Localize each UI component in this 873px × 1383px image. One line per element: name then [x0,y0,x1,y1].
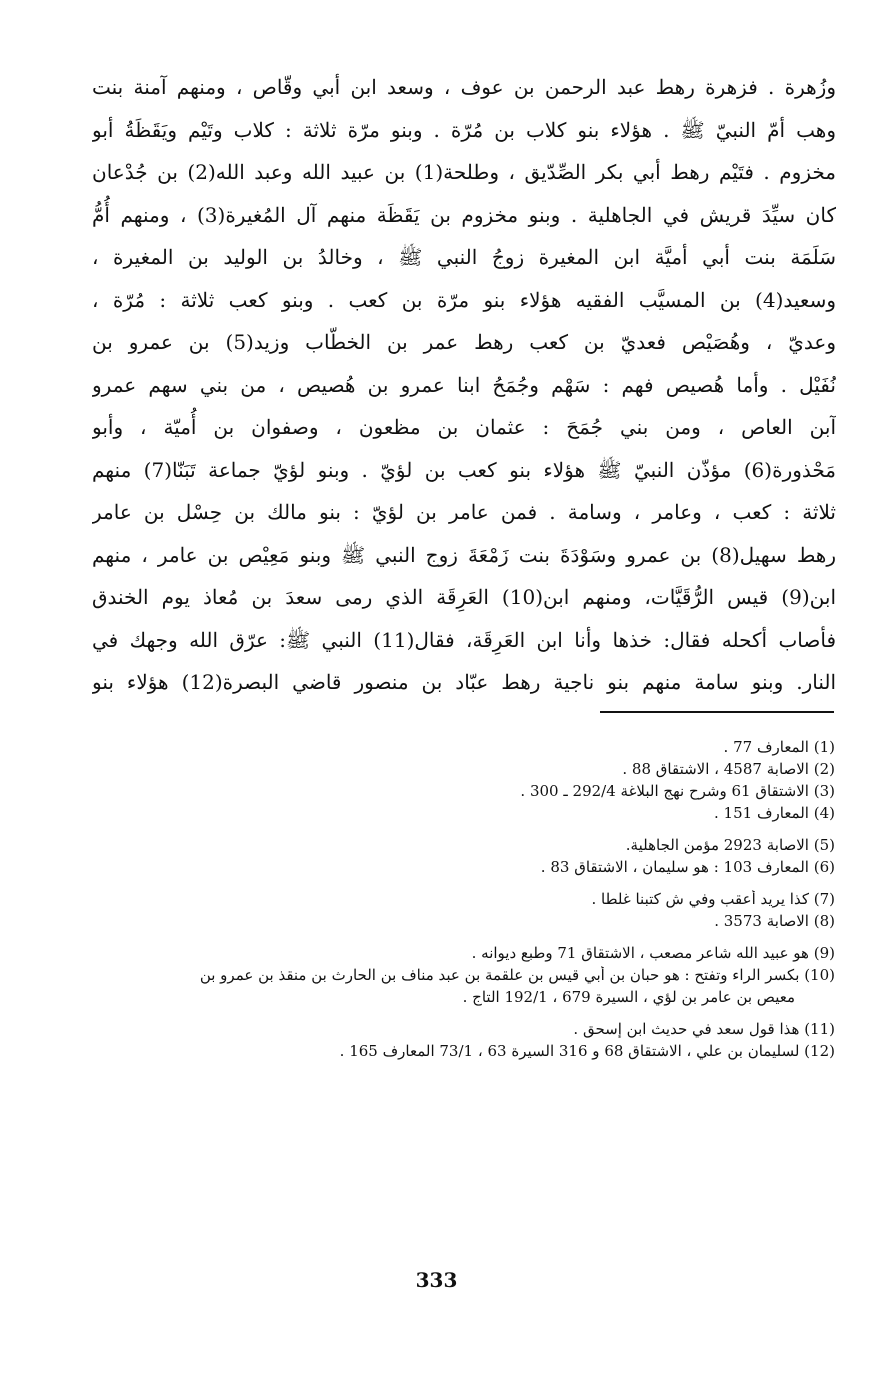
text-line: كان سيِّدَ قريش في الجاهلية . وبنو مخزوم بن يَقَظَة منهم آل المُغيرة(3) ، ومنهم أُمُّ [92,202,836,227]
text-line: آبن العاص ، ومن بني جُمَحَ : عثمان بن مظعون ، وصفوان بن أُميّة ، وأبو [92,415,836,439]
text-line: فأصاب أكحله فقال: خذها وأنا ابن العَرِقَة، فقال(11) النبي ﷺ: عرّق الله وجهك في [92,627,836,652]
footnote-7: (7) كذا يريد أعقب وفي ش كتبنا غلطا . [591,890,835,908]
footnotes [80,738,835,1060]
text-line: وعديّ ، وهُصَيْص فعديّ بن كعب رهط عمر بن الخطّاب وزيد(5) بن عمرو بن [92,330,836,354]
footnote-10: (10) بكسر الراء وتفتح : هو حبان بن أبي قيس بن علقمة بن عبد مناف بن الحارث بن منقذ بن عمرو بن [199,966,835,984]
text-line: رهط سهيل(8) بن عمرو وسَوْدَةَ بنت زَمْعَةَ زوج النبي ﷺ وبنو مَعِيْص بن عامر ، منهم [92,542,836,567]
text-line: وزُهرة . فزهرة رهط عبد الرحمن بن عوف ، وسعد ابن أبي وقّاص ، ومنهم آمنة بنت [92,75,836,99]
text-line: وسعيد(4) بن المسيَّب الفقيه هؤلاء بنو مرّة بن كعب . وبنو كعب ثلاثة : مُرّة ، [92,287,836,312]
footnote-8: (8) الاصابة 3573 . [714,912,835,930]
text-line: سَلَمَة بنت أبي أميَّة ابن المغيرة زوجُ النبي ﷺ ، وخالدُ بن الوليد بن المغيرة ، [92,245,836,269]
footnote-separator [600,711,834,713]
page-number: 333 [415,1268,458,1292]
text-line: ثلاثة : كعب ، وعامر ، وسامة . فمن عامر بن لؤيّ : بنو مالك بن حِسْل بن عامر [92,500,836,524]
main-text [92,66,836,704]
footnote-10-continuation: معيص بن عامر بن لؤي ، السيرة 679 ، 192/1 التاج . [462,988,795,1006]
text-line: مَحْذورة(6) مؤذّن النبيّ ﷺ هؤلاء بنو كعب بن لؤيّ . وبنو لؤيّ جماعة تَبَنّا(7) منهم [92,457,836,482]
footnote-4: (4) المعارف 151 . [714,804,835,822]
text-line: مخزوم . فتَيْم رهط أبي بكر الصِّدّيق ، وطلحة(1) بن عبيد الله وعبد الله(2) بن جُدْعان [92,160,836,184]
footnote-11: (11) هذا قول سعد في حديث ابن إسحق . [573,1020,835,1038]
text-line: نُفَيْل . وأما هُصيص فهم : سَهْم وجُمَحُ ابنا عمرو بن هُصيص ، من بني سهم عمرو [92,372,836,397]
footnote-3: (3) الاشتقاق 61 وشرح نهج البلاغة 292/4 ـ 300 . [520,782,835,800]
footnote-9: (9) هو عبيد الله شاعر مصعب ، الاشتقاق 71 وطبع ديوانه . [471,944,835,962]
text-line: ابن(9) قيس الرُّقَيَّات، ومنهم ابن(10) العَرِقَة الذي رمى سعدَ بن مُعاذ يوم الخندق [92,585,836,609]
footnote-1: (1) المعارف 77 . [723,738,835,756]
footnote-2: (2) الاصابة 4587 ، الاشتقاق 88 . [622,760,835,778]
text-line: وهب أمّ النبيّ ﷺ . هؤلاء بنو كلاب بن مُرّة . وبنو مرّة ثلاثة : كلاب وتَيْم ويَقَظَةُ أبو [92,117,836,142]
footnote-5: (5) الاصابة 2923 مؤمن الجاهلية. [625,836,835,854]
footnote-6: (6) المعارف 103 : هو سليمان ، الاشتقاق 83 . [540,858,835,876]
footnote-12: (12) لسليمان بن علي ، الاشتقاق 68 و 316 السيرة 63 ، 73/1 المعارف 165 . [339,1042,835,1060]
text-line: النار. وبنو سامة منهم بنو ناجية رهط عبّاد بن منصور قاضي البصرة(12) هؤلاء بنو [92,670,836,694]
